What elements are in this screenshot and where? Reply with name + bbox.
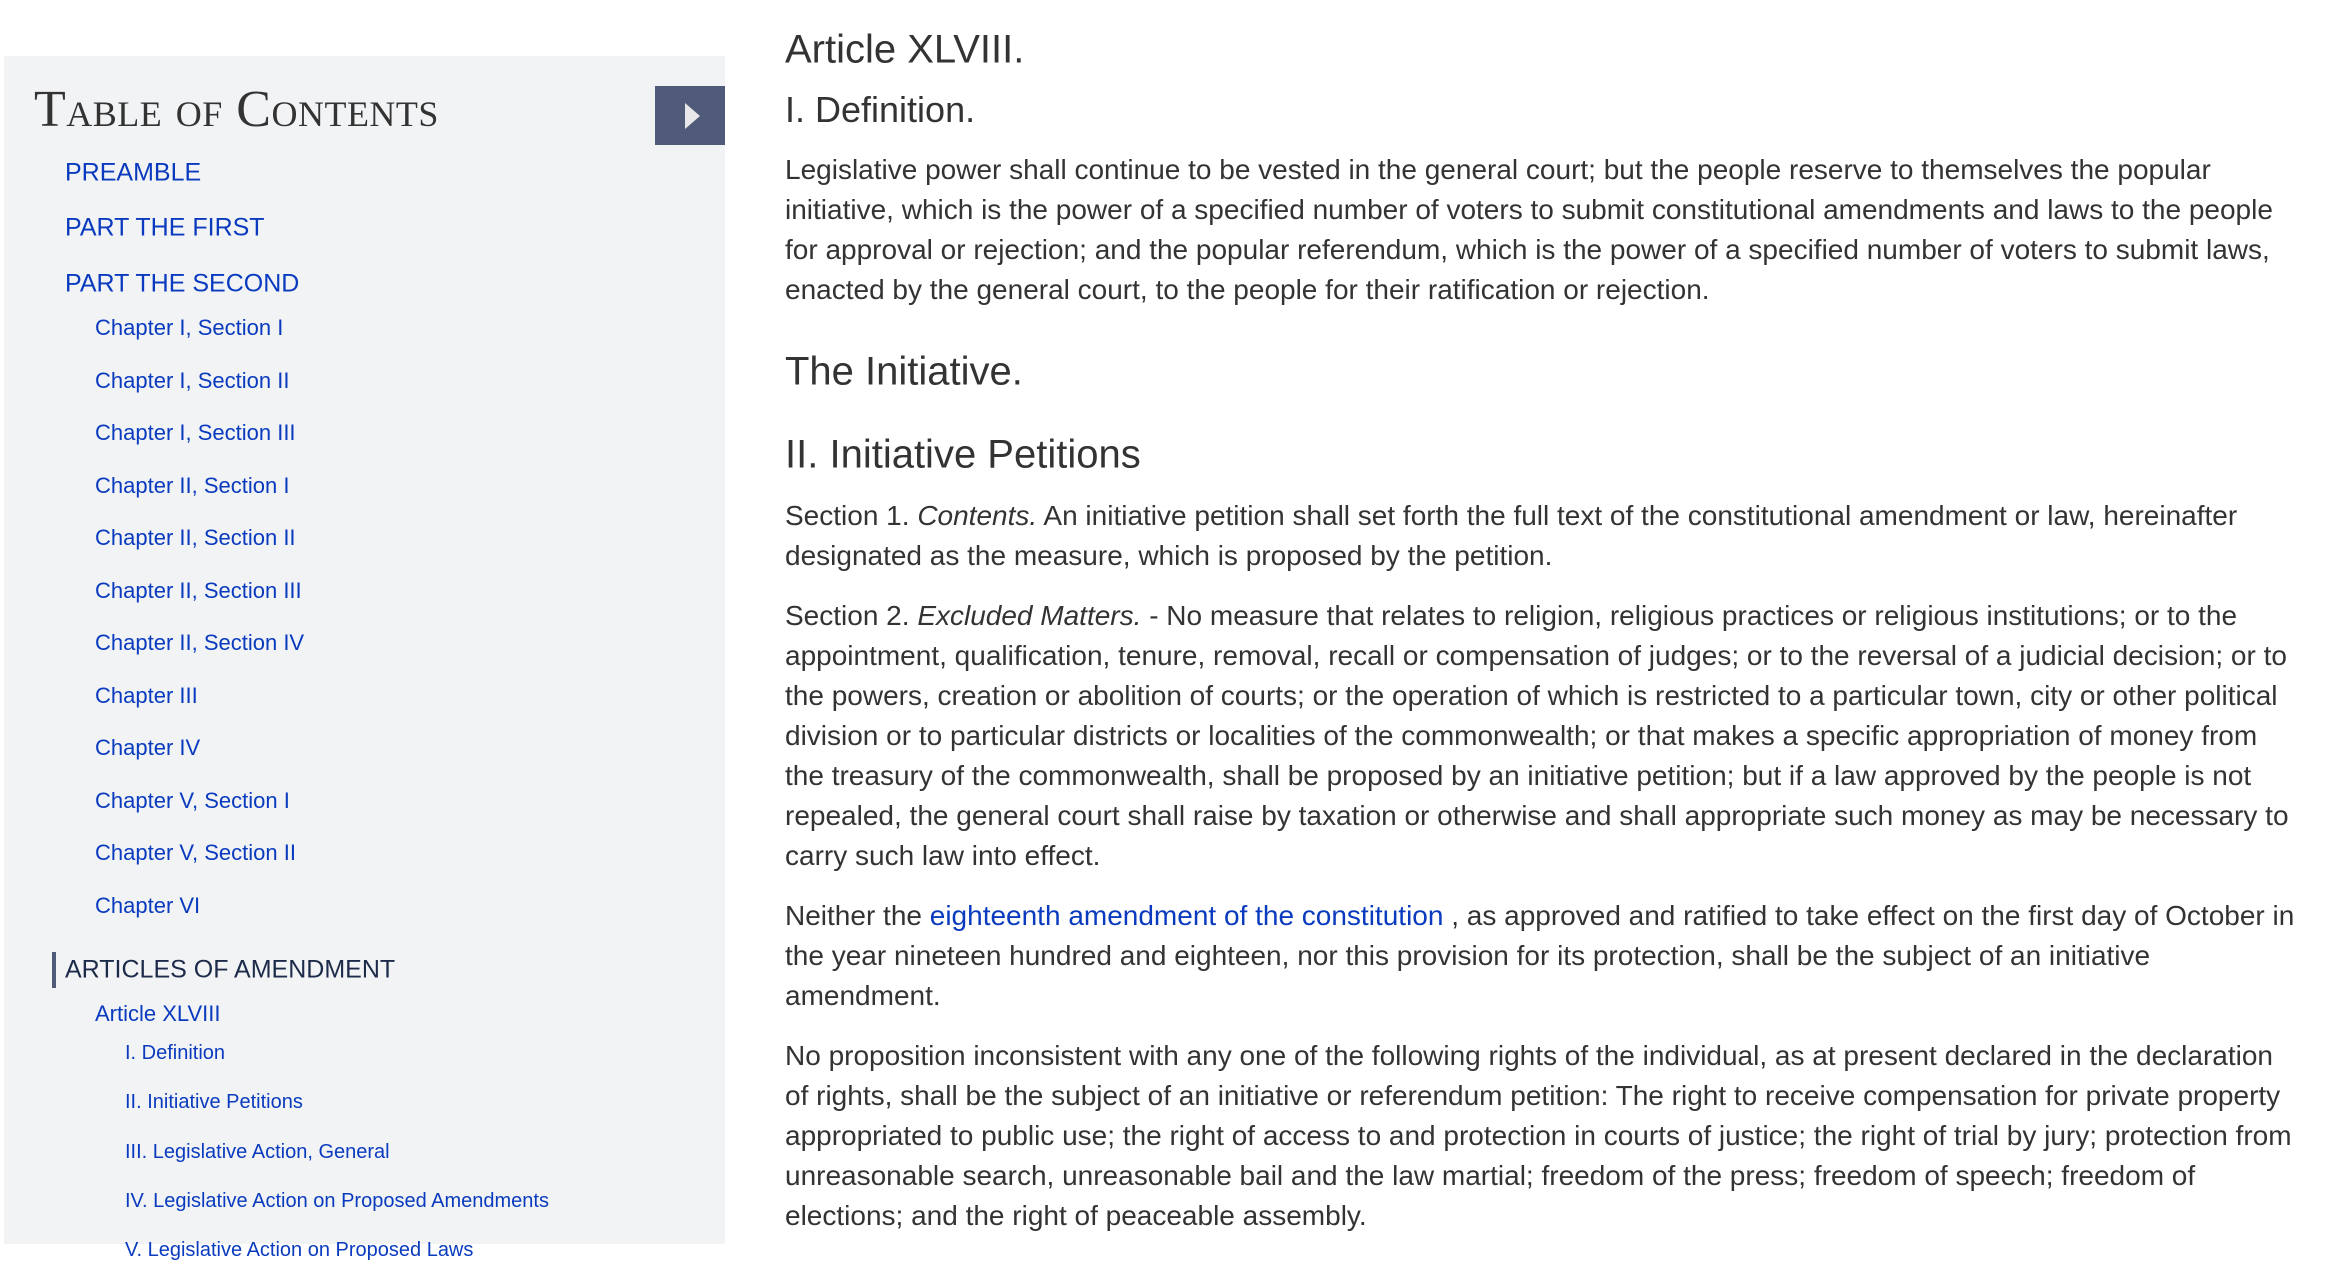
active-section-indicator <box>52 952 56 988</box>
toc-link-subsection[interactable]: V. Legislative Action on Proposed Laws <box>125 1239 474 1261</box>
eighteenth-amendment-paragraph <box>785 896 2295 1016</box>
toc-link-subsection[interactable]: III. Legislative Action, General <box>125 1141 390 1163</box>
section-label: Section 2. <box>785 600 910 631</box>
toc-link-chapter[interactable]: Chapter V, Section II <box>95 840 296 865</box>
toc-link-chapter[interactable]: Chapter I, Section II <box>95 368 290 393</box>
toc-link-part-the-second[interactable]: PART THE SECOND <box>65 269 300 298</box>
toc-link-chapter[interactable]: Chapter II, Section III <box>95 578 302 603</box>
table-of-contents-sidebar <box>4 56 725 1261</box>
toc-link-article-xlviii[interactable]: Article XLVIII <box>95 1001 221 1026</box>
toc-link-subsection[interactable]: IV. Legislative Action on Proposed Amendments <box>125 1190 549 1212</box>
toc-title: Table of Contents <box>34 81 439 138</box>
definition-heading: I. Definition. <box>785 89 976 130</box>
toc-link-preamble[interactable]: PREAMBLE <box>65 158 202 187</box>
toc-link-chapter[interactable]: Chapter II, Section II <box>95 525 296 550</box>
toc-link-chapter[interactable]: Chapter I, Section I <box>95 315 284 340</box>
toc-link-chapter[interactable]: Chapter II, Section IV <box>95 630 305 655</box>
section-text: An initiative petition shall set forth the full text of the constitutional amendment or law, hereinafter designated as the measure, which is proposed by the petition. <box>785 500 2238 571</box>
section-text: - No measure that relates to religion, religious practices or religious institutions; or to the appointment, qualification, tenure, removal, recall or compensation of judges; or to the reversal of a judicial decision; or to the powers, creation or abolition of courts; or the operation of which is restricted to a particular town, city or other political division or to particular districts or localities of the commonwealth; or that makes a specific appropriation of money from the treasury of the commonwealth, shall be proposed by an initiative petition; but if a law approved by the people is not repealed, the general court shall raise by taxation or otherwise and shall appropriate such money as may be necessary to carry such law into effect. <box>785 600 2289 871</box>
section-title: Contents. <box>917 500 1038 531</box>
toc-link-chapter[interactable]: Chapter VI <box>95 893 201 918</box>
toc-link-chapter[interactable]: Chapter III <box>95 683 198 708</box>
text: , as approved and ratified to take effect on the first day of October in the year nineteen hundred and eighteen, nor this provision for its protection, shall be the subject of an initiative amendment. <box>785 900 2295 1011</box>
toc-link-subsection[interactable]: II. Initiative Petitions <box>125 1091 303 1113</box>
article-title: Article XLVIII. <box>785 27 1025 72</box>
toc-link-chapter[interactable]: Chapter V, Section I <box>95 788 290 813</box>
petitions-heading: II. Initiative Petitions <box>785 432 1141 477</box>
section-label: Section 1. <box>785 500 910 531</box>
caret-right-icon <box>685 103 700 129</box>
toc-toggle-button[interactable] <box>655 86 725 145</box>
eighteenth-amendment-link[interactable]: eighteenth amendment of the constitution <box>929 900 1444 931</box>
toc-link-part-the-first[interactable]: PART THE FIRST <box>65 213 265 242</box>
section-2-paragraph <box>785 596 2295 876</box>
definition-paragraph: Legislative power shall continue to be vested in the general court; but the people reserve to themselves the popular initiative, which is the power of a specified number of voters to submit constitutional amendments and laws to the people for approval or rejection; and the popular referendum, which is the power of a specified number of voters to submit laws, enacted by the general court, to the people for their ratification or rejection. <box>785 154 2273 305</box>
text: Neither the <box>785 900 930 931</box>
rights-paragraph: No proposition inconsistent with any one of the following rights of the individual, as at present declared in the declaration of rights, shall be the subject of an initiative or referendum petition: The right to receive compensation for private property appropriated to public use; the right of access to and protection in courts of justice; the right of trial by jury; protection from unreasonable search, unreasonable bail and the law martial; freedom of the press; freedom of speech; freedom of elections; and the right of peaceable assembly. <box>785 1040 2292 1231</box>
toc-link-subsection[interactable]: I. Definition <box>125 1042 226 1064</box>
toc-link-chapter[interactable]: Chapter I, Section III <box>95 420 296 445</box>
toc-link-articles-of-amendment[interactable]: ARTICLES OF AMENDMENT <box>65 955 396 984</box>
initiative-heading: The Initiative. <box>785 349 1023 394</box>
section-title: Excluded Matters. <box>917 600 1142 631</box>
toc-link-chapter[interactable]: Chapter II, Section I <box>95 473 290 498</box>
section-1-paragraph <box>785 496 2295 576</box>
toc-link-chapter[interactable]: Chapter IV <box>95 735 201 760</box>
